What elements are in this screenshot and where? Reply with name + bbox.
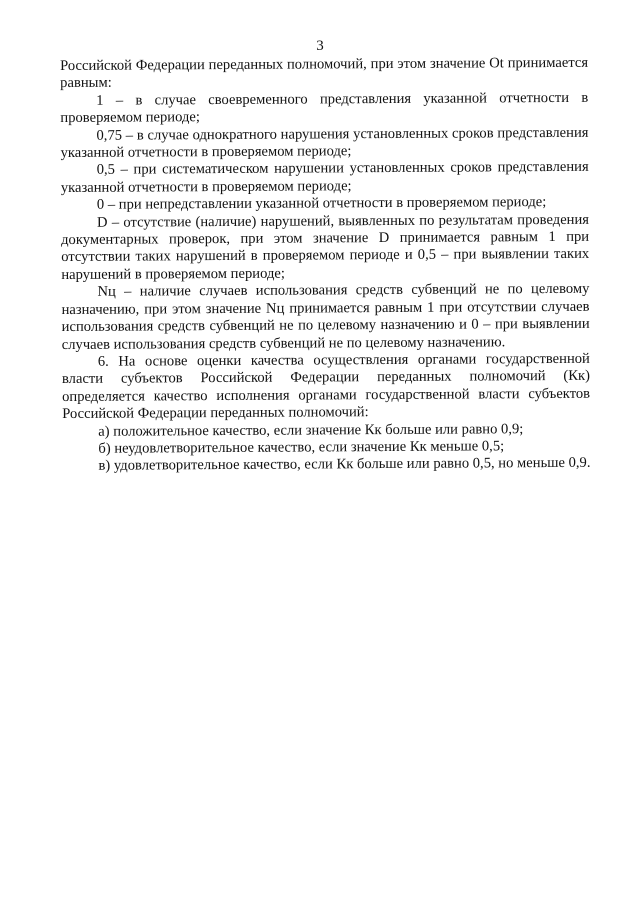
paragraph-ot-value-1: 1 – в случае своевременного представления указанной отчетности в проверяемом периоде; — [60, 89, 589, 127]
paragraph-item-a: а) положительное качество, если значение Кк больше или равно 0,9; — [98, 420, 524, 440]
paragraph-ot-value-075: 0,75 – в случае однократного нарушения установленных сроков представления указанной отчетности в проверяемом периоде; — [60, 124, 589, 162]
paragraph-ot-value-05: 0,5 – при систематическом нарушении установленных сроков представления указанной отчетности в проверяемом периоде; — [60, 159, 589, 196]
paragraph-item-v: в) удовлетворительное качество, если Кк больше или равно 0,5, но меньше 0,9. — [98, 455, 591, 475]
page-number: 3 — [316, 38, 324, 54]
paragraph-d-definition: D – отсутствие (наличие) нарушений, выявленных по результатам проведения документарных проверок, при этом значение D принимается равным 1 при отсутствии таких нарушений в проверяемом периоде и 0,5 – при выявлении таких нарушений в проверяемом периоде; — [61, 211, 590, 283]
paragraph-ot-intro: Российской Федерации переданных полномочий, при этом значение Ot принимается равным: — [60, 54, 589, 92]
paragraph-ot-value-0: 0 – при непредставлении указанной отчетности в проверяемом периоде; — [96, 194, 547, 214]
paragraph-section-6: 6. На основе оценки качества осуществления органами государственной власти субъектов Российской Федерации переданных полномочий (Кк) определяется качество исполнения органами государственной власти субъектов Российской Федерации переданных полномочий: — [61, 350, 591, 423]
paragraph-nc-definition: Nц – наличие случаев использования средств субвенций не по целевому назначению, при этом значение Nц принимается равным 1 при отсутствии случаев использования средств субвенций не по целевому назначению и 0 – при выявлении случаев использования средств субвенций не по целевому назначению. — [61, 281, 590, 353]
document-body — [60, 55, 591, 476]
paragraph-item-b: б) неудовлетворительное качество, если значение Кк меньше 0,5; — [98, 438, 505, 457]
